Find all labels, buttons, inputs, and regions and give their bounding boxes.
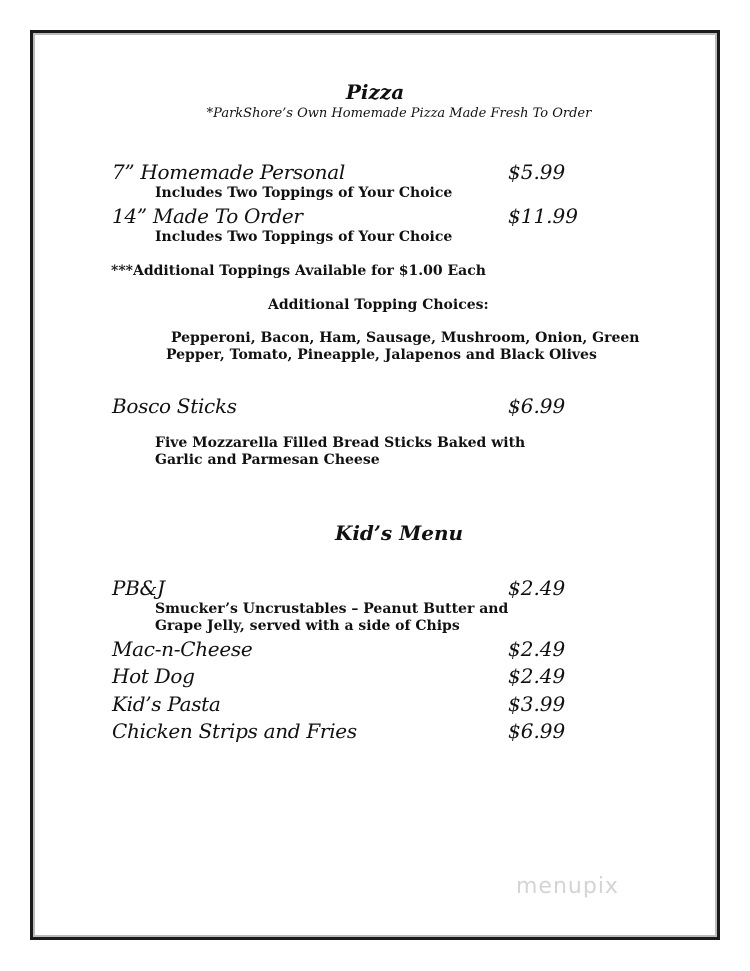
additional-toppings-note: ***Additional Toppings Available for $1.00 Each: [111, 263, 486, 279]
menu-item-price: $2.49: [508, 576, 566, 600]
topping-choices-line: Pepper, Tomato, Pineapple, Jalapenos and Black Olives: [166, 347, 597, 363]
menu-item-description: Smucker’s Uncrustables – Peanut Butter and: [155, 601, 509, 617]
menu-item-price: $11.99: [508, 204, 578, 228]
menu-item-description: Includes Two Toppings of Your Choice: [155, 185, 453, 201]
menu-item-name: Kid’s Pasta: [112, 692, 221, 716]
menu-item-name: Hot Dog: [112, 664, 195, 688]
menupix-watermark: menupix: [516, 874, 619, 899]
menu-item-price: $5.99: [508, 160, 566, 184]
topping-choices-line: Pepperoni, Bacon, Ham, Sausage, Mushroom, Onion, Green: [171, 330, 640, 346]
menu-item-name: Bosco Sticks: [112, 394, 237, 418]
menu-item-description: Grape Jelly, served with a side of Chips: [155, 618, 460, 634]
menu-item-name: PB&J: [112, 576, 165, 600]
menu-item-description: Five Mozzarella Filled Bread Sticks Baked with: [155, 435, 526, 451]
menu-item-price: $2.49: [508, 664, 566, 688]
menu-item-name: Chicken Strips and Fries: [112, 719, 357, 743]
menu-item-price: $6.99: [508, 394, 566, 418]
pizza-section-title: Pizza: [345, 80, 405, 104]
kids-section-title: Kid’s Menu: [334, 521, 464, 545]
menu-item-name: 7” Homemade Personal: [112, 160, 345, 184]
menu-item-price: $2.49: [508, 637, 566, 661]
menu-item-description: Garlic and Parmesan Cheese: [155, 452, 380, 468]
menu-item-name: Mac-n-Cheese: [112, 637, 253, 661]
topping-choices-title: Additional Topping Choices:: [268, 297, 489, 313]
menu-item-name: 14” Made To Order: [112, 204, 303, 228]
menu-item-price: $6.99: [508, 719, 566, 743]
menu-item-price: $3.99: [508, 692, 566, 716]
menu-item-description: Includes Two Toppings of Your Choice: [155, 229, 453, 245]
pizza-subtitle: *ParkShore’s Own Homemade Pizza Made Fresh To Order: [206, 106, 592, 121]
